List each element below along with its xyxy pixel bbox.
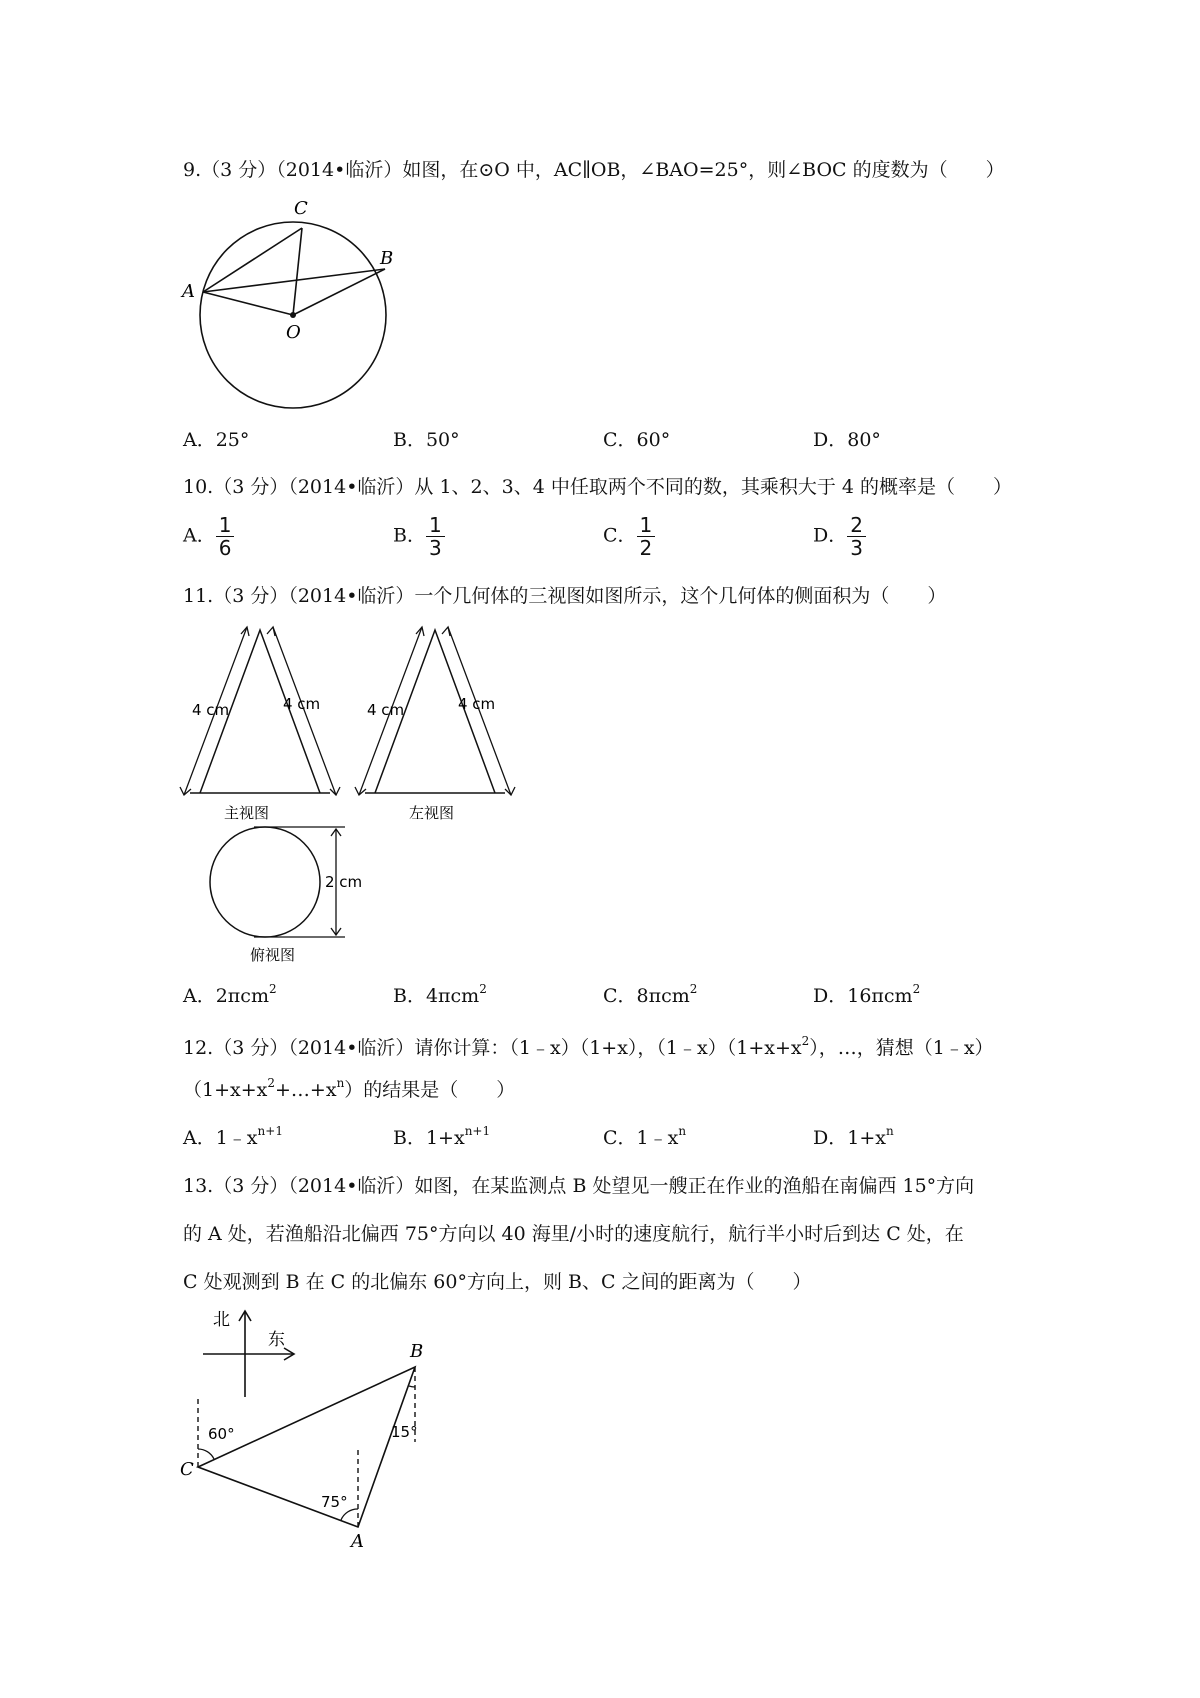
exponent: 2 (801, 1034, 810, 1048)
option-letter: C． (603, 524, 637, 547)
q12-option-d[interactable] (813, 1126, 894, 1150)
side-left-length: 4 cm (367, 701, 405, 719)
label-a: A (182, 281, 195, 302)
top-view (210, 827, 362, 964)
option-text: B．4πcm (393, 985, 480, 1007)
q10-stem: 10.（3 分）（2014•临沂）从 1、2、3、4 中任取两个不同的数，其乘积大于 4 的概率是（ ） (183, 476, 1013, 498)
stem-text: （1+x+x (183, 1079, 268, 1101)
stem-text: 12.（3 分）（2014•临沂）请你计算：（1﹣x）（1+x），（1﹣x）（1+x+x (183, 1037, 802, 1059)
numerator: 1 (216, 514, 235, 537)
angle-75-label: 75° (321, 1493, 348, 1511)
segment-ao (203, 292, 293, 315)
label-b: B (380, 248, 394, 269)
q10-option-c[interactable] (603, 514, 655, 559)
exponent: 2 (689, 982, 698, 996)
option-text: D．1+x (813, 1127, 886, 1149)
q12-stem-line2 (183, 1078, 515, 1102)
q11-stem: 11.（3 分）（2014•临沂）一个几何体的三视图如图所示，这个几何体的侧面积为（ ） (183, 585, 947, 607)
option-text: D．16πcm (813, 985, 913, 1007)
angle-60-label: 60° (208, 1425, 235, 1443)
fraction (426, 514, 445, 559)
compass-icon (203, 1310, 294, 1397)
north-label: 北 (213, 1310, 230, 1330)
top-view-diameter: 2 cm (325, 873, 363, 891)
option-text: A．2πcm (183, 985, 269, 1007)
q9-option-c[interactable]: C．60° (603, 429, 671, 451)
q13-stem-line1: 13.（3 分）（2014•临沂）如图，在某监测点 B 处望见一艘正在作业的渔船在南偏西 15°方向 (183, 1175, 975, 1197)
exponent: 2 (268, 982, 277, 996)
fraction (637, 514, 656, 559)
segment-bo (293, 269, 385, 315)
q10-option-a[interactable] (183, 514, 234, 559)
q13-bearing-figure (178, 1307, 448, 1552)
stem-text: +…+x (275, 1079, 337, 1101)
segment-ab (203, 269, 385, 292)
q12-option-b[interactable] (393, 1126, 490, 1150)
east-label: 东 (268, 1330, 285, 1350)
label-c: C (180, 1459, 194, 1480)
denominator: 3 (850, 536, 863, 560)
numerator: 1 (426, 514, 445, 537)
label-o: O (286, 322, 301, 343)
exponent: 2 (479, 982, 487, 996)
label-c: C (294, 198, 308, 219)
q10-option-d[interactable] (813, 514, 866, 559)
exponent: 2 (912, 982, 921, 996)
side-right-length: 4 cm (458, 695, 496, 713)
option-text: B．1+x (393, 1127, 465, 1149)
q11-option-d[interactable] (813, 984, 920, 1008)
q11-three-views-figure (180, 620, 520, 970)
q12-option-c[interactable] (603, 1126, 686, 1150)
side-view-label: 左视图 (409, 804, 455, 822)
option-text: C．8πcm (603, 985, 690, 1007)
exponent: n+1 (257, 1124, 283, 1138)
denominator: 6 (218, 536, 232, 560)
numerator: 2 (847, 514, 866, 537)
q9-option-a[interactable]: A．25° (183, 429, 250, 451)
front-view (180, 627, 340, 822)
exponent: n (885, 1124, 894, 1138)
q9-option-b[interactable]: B．50° (393, 429, 460, 451)
front-left-length: 4 cm (192, 701, 230, 719)
triangle-abc (198, 1367, 415, 1527)
q12-stem-line1 (183, 1036, 994, 1060)
arc-60 (198, 1449, 214, 1459)
angle-15-label: 15° (391, 1423, 418, 1441)
q11-option-a[interactable] (183, 984, 277, 1008)
segment-co (293, 228, 302, 315)
option-letter: D． (813, 524, 848, 547)
center-point (290, 312, 296, 318)
q9-circle-figure (180, 195, 400, 445)
denominator: 2 (639, 536, 653, 560)
q11-option-b[interactable] (393, 984, 487, 1008)
label-b: B (410, 1341, 424, 1362)
q9-stem: 9.（3 分）（2014•临沂）如图，在⊙O 中，AC∥OB，∠BAO=25°，则∠BOC 的度数为（ ） (183, 159, 1005, 181)
q11-option-c[interactable] (603, 984, 697, 1008)
denominator: 3 (428, 536, 442, 560)
arc-15 (409, 1386, 415, 1387)
stem-text: ），…，猜想（1﹣x） (809, 1037, 994, 1059)
exponent: 2 (267, 1076, 275, 1090)
q9-option-d[interactable]: D．80° (813, 429, 881, 451)
exponent: n+1 (464, 1124, 491, 1138)
option-text: C．1﹣x (603, 1127, 679, 1149)
fraction (847, 514, 866, 559)
label-a: A (351, 1531, 364, 1552)
q10-option-b[interactable] (393, 514, 445, 559)
exponent: n (336, 1076, 345, 1090)
option-text: A．1﹣x (183, 1127, 258, 1149)
q13-stem-line2: 的 A 处，若渔船沿北偏西 75°方向以 40 海里/小时的速度航行，航行半小时后到达 C 处，在 (183, 1223, 964, 1245)
stem-text: ）的结果是（ ） (344, 1079, 516, 1101)
front-view-label: 主视图 (224, 804, 270, 822)
front-right-length: 4 cm (283, 695, 321, 713)
side-view (355, 627, 515, 822)
fraction (216, 514, 235, 559)
option-letter: A． (183, 524, 216, 547)
q13-stem-line3: C 处观测到 B 在 C 的北偏东 60°方向上，则 B、C 之间的距离为（ ） (183, 1271, 812, 1293)
exponent: n (678, 1124, 687, 1138)
option-letter: B． (393, 524, 426, 547)
top-view-label: 俯视图 (250, 946, 296, 964)
q12-option-a[interactable] (183, 1126, 283, 1150)
numerator: 1 (637, 514, 656, 537)
